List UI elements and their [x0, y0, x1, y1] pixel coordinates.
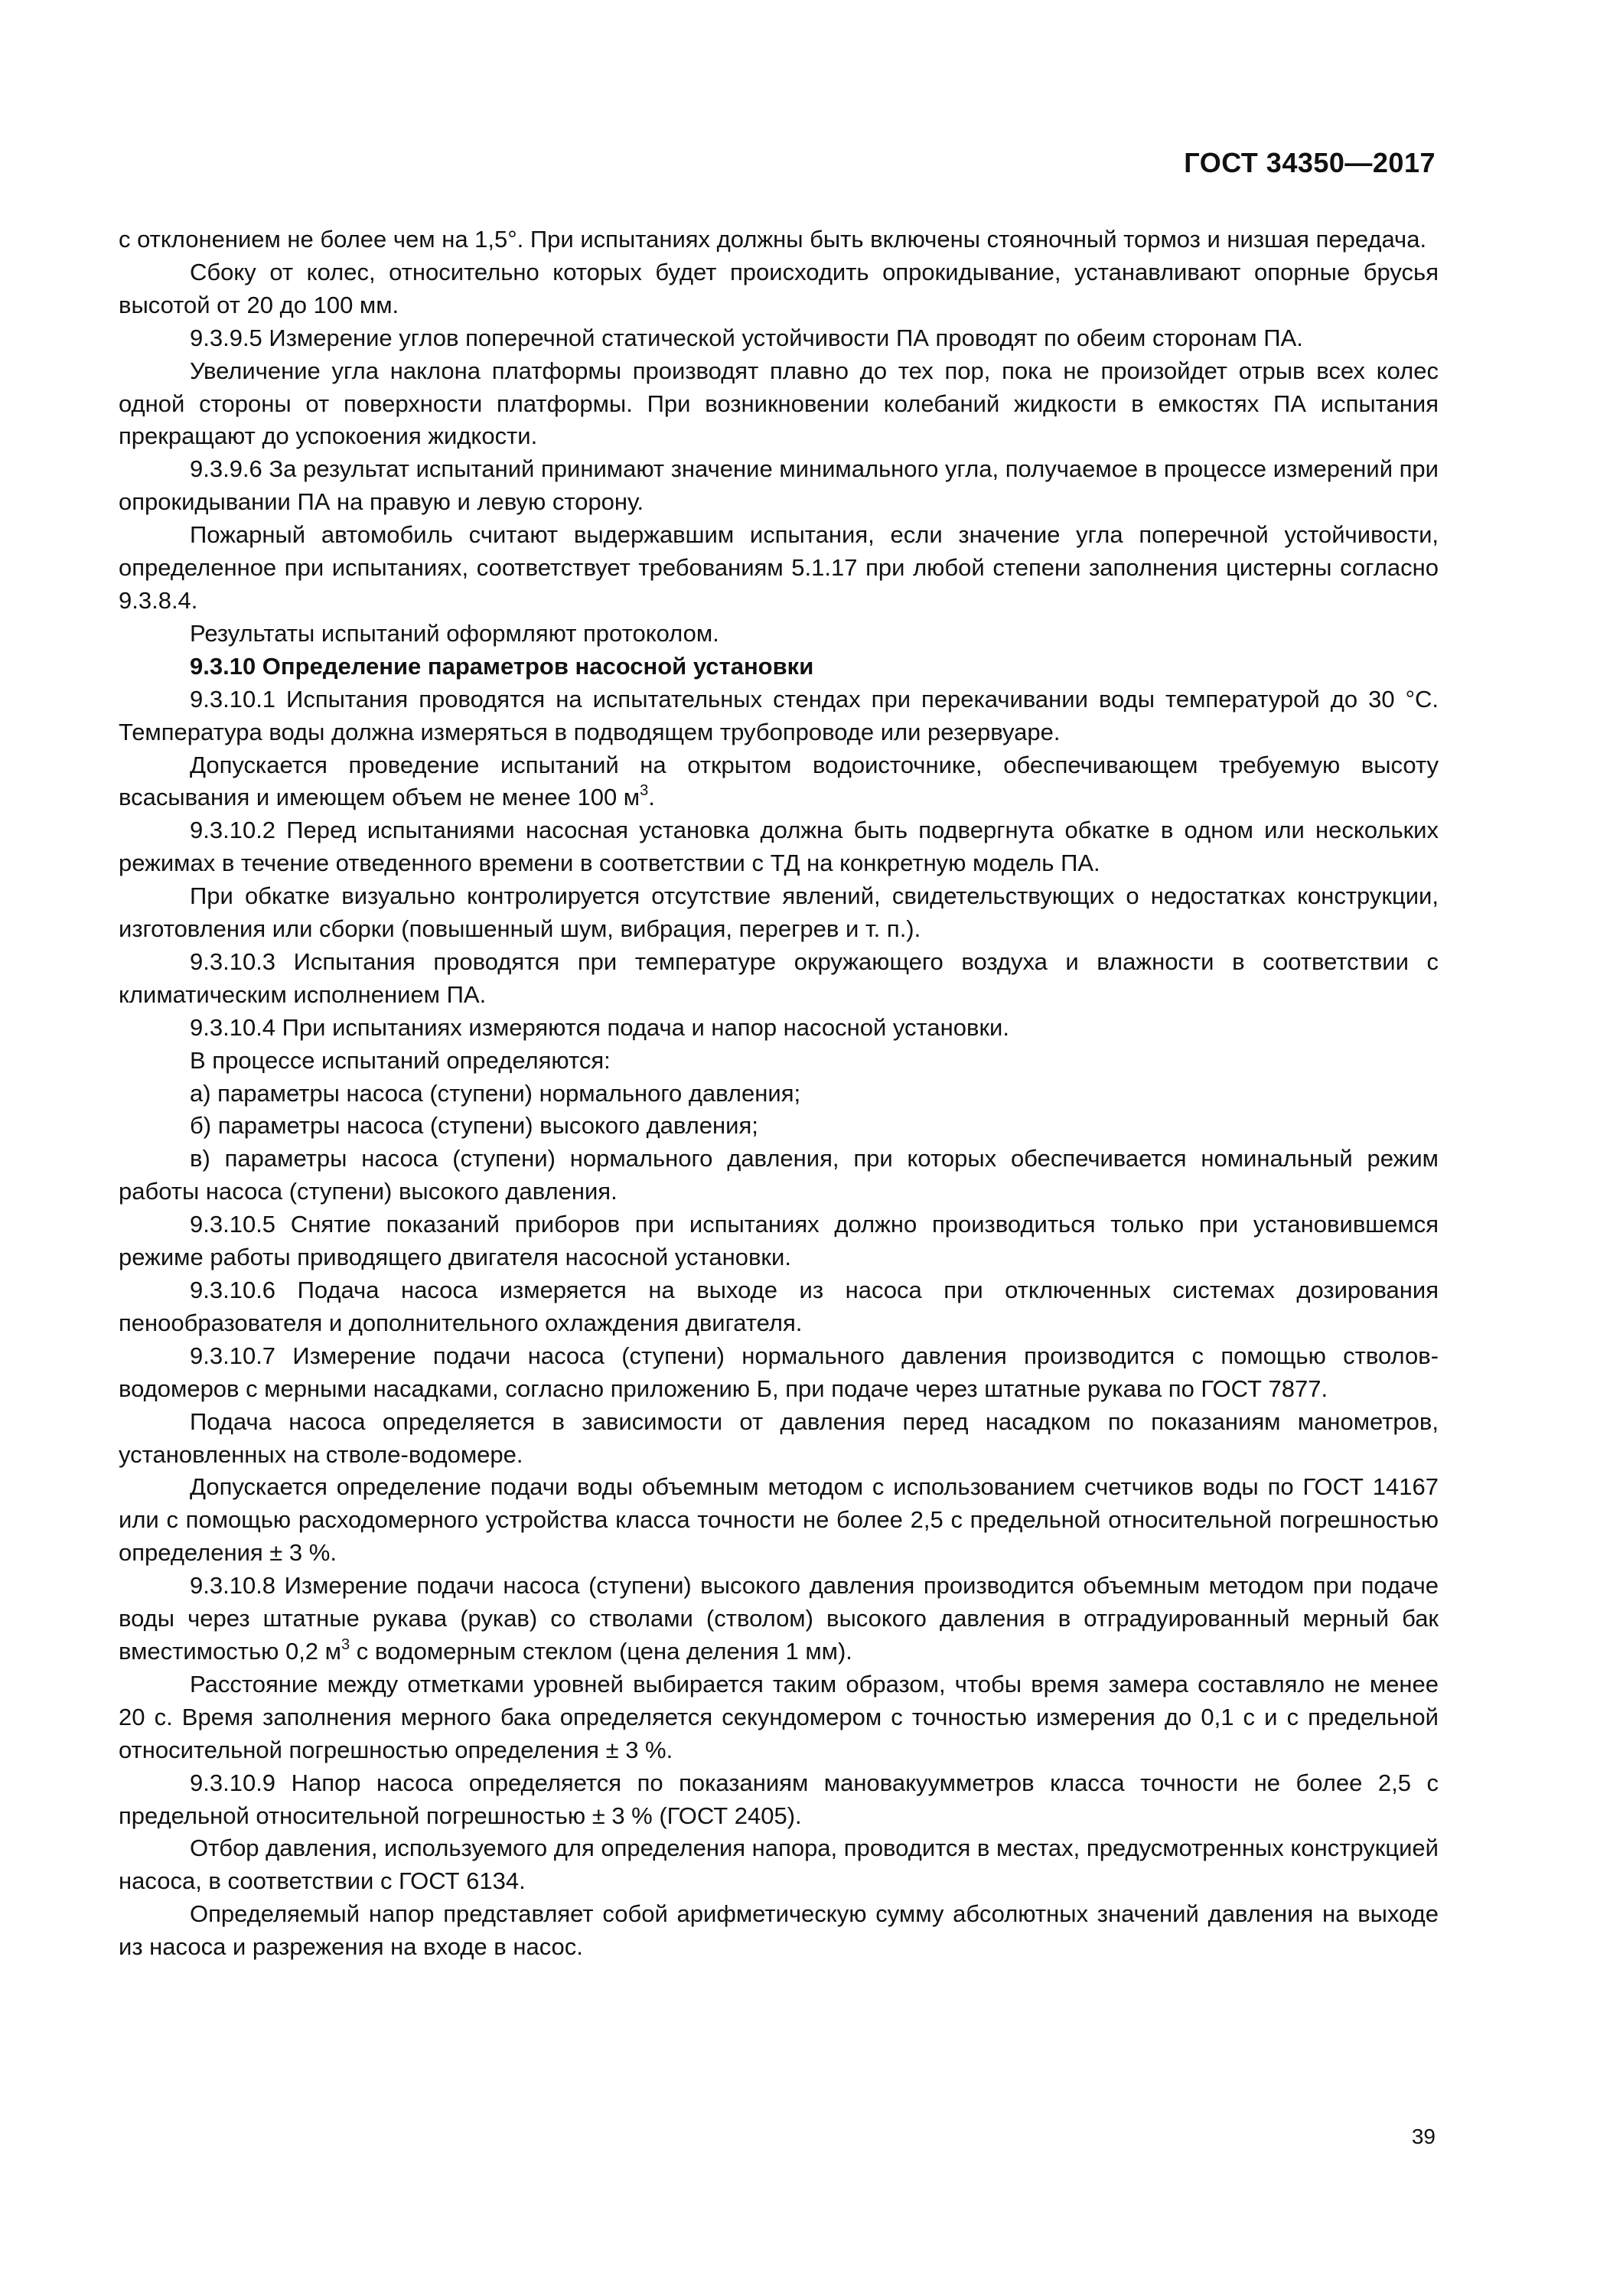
body-paragraph	[119, 749, 1439, 815]
body-paragraph	[119, 1078, 1439, 1110]
paragraph-text: При обкатке визуально контролируется отсутствие явлений, свидетельствующих о недостатках конструкции, изготовления или сборки (повышенный шум, вибрация, перегрев и т. п.).	[119, 882, 1439, 943]
body-paragraph	[119, 1898, 1439, 1964]
paragraph-text: 9.3.10.5 Снятие показаний приборов при испытаниях должно производиться только при установившемся режиме работы приводящего двигателя насосной установки.	[119, 1211, 1439, 1271]
paragraph-text: 9.3.9.5 Измерение углов поперечной статической устойчивости ПА проводят по обеим сторонам ПА.	[190, 324, 1303, 351]
body-paragraph	[119, 946, 1439, 1012]
body-paragraph	[119, 1208, 1439, 1274]
paragraph-text: В процессе испытаний определяются:	[190, 1046, 611, 1074]
paragraph-text: б) параметры насоса (ступени) высокого давления;	[190, 1112, 758, 1140]
body-paragraph	[119, 1471, 1439, 1570]
body-paragraph	[119, 519, 1439, 618]
paragraph-text: 9.3.10.7 Измерение подачи насоса (ступени) нормального давления производится с помощью стволов-водомеров с мерными насадками, согласно приложению Б, при подаче через штатные рукава по ГОСТ 7877.	[119, 1342, 1439, 1402]
paragraph-text: Сбоку от колес, относительно которых будет происходить опрокидывание, устанавливают опорные брусья высотой от 20 до 100 мм.	[119, 258, 1439, 318]
paragraph-text: 9.3.10.4 При испытаниях измеряются подача и напор насосной установки.	[190, 1013, 1009, 1041]
paragraph-text: 9.3.10.9 Напор насоса определяется по показаниям мановакуумметров класса точности не более 2,5 с предельной относительной погрешностью ± 3 % (ГОСТ 2405).	[119, 1769, 1439, 1829]
body-paragraph	[119, 1668, 1439, 1767]
page-number: 39	[1411, 2125, 1436, 2148]
body-paragraph	[119, 1570, 1439, 1668]
paragraph-text: 9.3.10.1 Испытания проводятся на испытательных стендах при перекачивании воды температурой до 30 °С. Температура воды должна измеряться в подводящем трубопроводе или резервуаре.	[119, 685, 1439, 745]
paragraph-text: а) параметры насоса (ступени) нормального давления;	[190, 1079, 801, 1107]
body-paragraph	[119, 814, 1439, 880]
body-paragraph	[119, 1406, 1439, 1472]
paragraph-text: Расстояние между отметками уровней выбирается таким образом, чтобы время замера составляло не менее 20 с. Время заполнения мерного бака определяется секундомером с точностью измерения до 0,1 с и с предельной относительной погрешностью определения ± 3 %.	[119, 1670, 1439, 1763]
body-paragraph	[119, 1274, 1439, 1340]
superscript: 3	[341, 1636, 350, 1653]
body-paragraph	[119, 1110, 1439, 1143]
body-paragraph	[119, 1143, 1439, 1208]
paragraph-text: 9.3.10.8 Измерение подачи насоса (ступени) высокого давления производится объемным методом при подаче воды через штатные рукава (рукав) со стволами (стволом) высокого давления в отградуированный мерный бак вместимостью 0,2 м	[119, 1572, 1439, 1665]
paragraph-text: Допускается проведение испытаний на открытом водоисточнике, обеспечивающем требуемую высоту всасывания и имеющем объем не менее 100 м	[119, 751, 1439, 811]
paragraph-text-tail: с водомерным стеклом (цена деления 1 мм).	[350, 1637, 852, 1665]
paragraph-text: Результаты испытаний оформляют протоколом.	[190, 619, 719, 647]
document-header: ГОСТ 34350—2017	[1184, 147, 1436, 178]
paragraph-text: 9.3.10 Определение параметров насосной установки	[190, 652, 814, 680]
paragraph-text: Подача насоса определяется в зависимости от давления перед насадком по показаниям манометров, установленных на стволе-водомере.	[119, 1407, 1439, 1468]
paragraph-text: Допускается определение подачи воды объемным методом с использованием счетчиков воды по ГОСТ 14167 или с помощью расходомерного устройства класса точности не более 2,5 с предельной относительной погрешностью определения ± 3 %.	[119, 1473, 1439, 1567]
body-paragraph	[119, 880, 1439, 946]
section-heading	[119, 651, 1439, 683]
body-paragraph	[119, 683, 1439, 749]
body-paragraph	[119, 223, 1439, 256]
body-paragraph	[119, 618, 1439, 651]
document-body	[119, 223, 1439, 1964]
superscript: 3	[640, 782, 649, 800]
body-paragraph	[119, 1045, 1439, 1078]
paragraph-text: 9.3.9.6 За результат испытаний принимают значение минимального угла, получаемое в процессе измерений при опрокидывании ПА на правую и левую сторону.	[119, 455, 1439, 516]
body-paragraph	[119, 453, 1439, 519]
paragraph-text-tail: .	[648, 784, 655, 811]
body-paragraph	[119, 1832, 1439, 1898]
body-paragraph	[119, 322, 1439, 355]
paragraph-text: Пожарный автомобиль считают выдержавшим испытания, если значение угла поперечной устойчивости, определенное при испытаниях, соответствует требованиям 5.1.17 при любой степени заполнения цистерны согласно 9.3.8.4.	[119, 521, 1439, 614]
paragraph-text: Отбор давления, используемого для определения напора, проводится в местах, предусмотренных конструкцией насоса, в соответствии с ГОСТ 6134.	[119, 1835, 1439, 1895]
paragraph-text: 9.3.10.3 Испытания проводятся при температуре окружающего воздуха и влажности в соответствии с климатическим исполнением ПА.	[119, 947, 1439, 1008]
body-paragraph	[119, 1012, 1439, 1045]
paragraph-text: с отклонением не более чем на 1,5°. При испытаниях должны быть включены стояночный тормоз и низшая передача.	[119, 226, 1427, 253]
paragraph-text: Определяемый напор представляет собой арифметическую сумму абсолютных значений давления на выходе из насоса и разрежения на входе в насос.	[119, 1900, 1439, 1961]
body-paragraph	[119, 256, 1439, 322]
paragraph-text: 9.3.10.2 Перед испытаниями насосная установка должна быть подвергнута обкатке в одном или нескольких режимах в течение отведенного времени в соответствии с ТД на конкретную модель ПА.	[119, 817, 1439, 877]
body-paragraph	[119, 1340, 1439, 1406]
paragraph-text: 9.3.10.6 Подача насоса измеряется на выходе из насоса при отключенных системах дозирования пенообразователя и дополнительного охлаждения двигателя.	[119, 1277, 1439, 1336]
body-paragraph	[119, 355, 1439, 454]
body-paragraph	[119, 1767, 1439, 1833]
paragraph-text: Увеличение угла наклона платформы производят плавно до тех пор, пока не произойдет отрыв всех колес одной стороны от поверхности платформы. При возникновении колебаний жидкости в емкостях ПА испытания прекращают до успокоения жидкости.	[119, 357, 1439, 450]
paragraph-text: в) параметры насоса (ступени) нормального давления, при которых обеспечивается номинальный режим работы насоса (ступени) высокого давления.	[119, 1145, 1439, 1205]
